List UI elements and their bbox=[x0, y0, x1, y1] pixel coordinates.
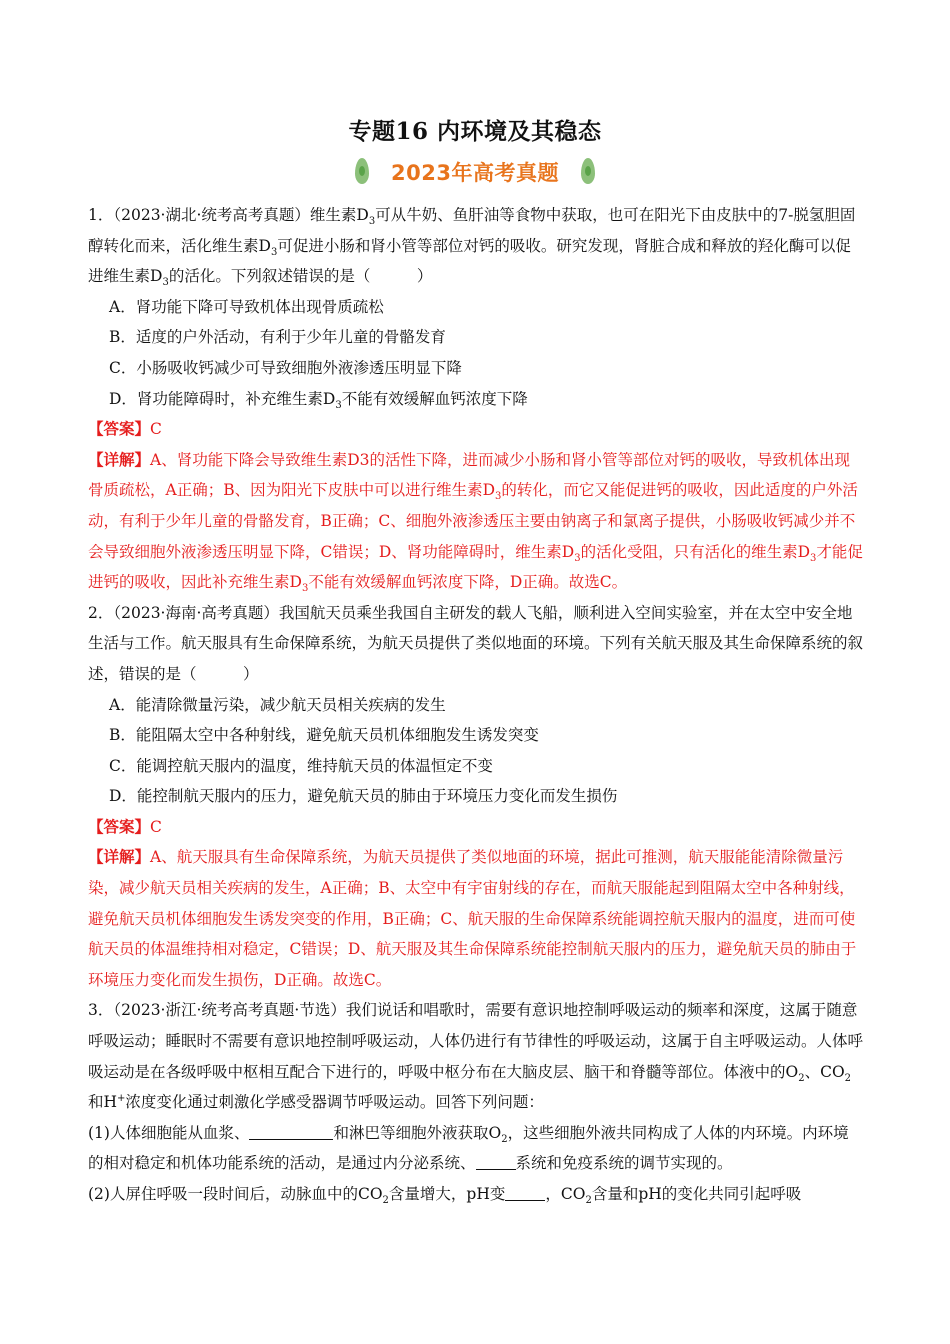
question-3-part-2: (2)人屏住呼吸一段时间后，动脉血中的$CO_2$含量增大，pH变 ，$CO_2$含量和pH的变化共同引起呼吸 bbox=[88, 1179, 864, 1210]
answer-blank[interactable] bbox=[505, 1182, 545, 1201]
question-2-option-b: B．能阻隔太空中各种射线，避免航天员机体细胞发生诱发突变 bbox=[109, 726, 539, 745]
question-2-stem: 2．（2023·海南·高考真题）我国航天员乘坐我国自主研发的载人飞船，顺利进入空间实验室，并在太空中安全地生活与工作。航天服具有生命保障系统，为航天员提供了类似地面的环境。下列有关航天服及其生命保障系统的叙述，错误的是（ ） bbox=[88, 603, 864, 683]
question-1-option-b: B．适度的户外活动，有利于少年儿童的骨骼发育 bbox=[109, 328, 446, 347]
section-banner bbox=[355, 156, 595, 188]
question-1-option-c: C．小肠吸收钙减少可导致细胞外液渗透压明显下降 bbox=[109, 358, 462, 377]
leaf-right-icon bbox=[581, 158, 595, 184]
question-2-answer: 【答案】C bbox=[88, 816, 162, 836]
answer-blank[interactable] bbox=[249, 1121, 333, 1140]
question-2-option-a: A．能清除微量污染，减少航天员相关疾病的发生 bbox=[109, 695, 446, 714]
question-list bbox=[88, 200, 864, 1210]
question-1-option-d: D．肾功能障碍时，补充维生素$D_3$不能有效缓解血钙浓度下降 bbox=[109, 389, 528, 411]
question-2-option-d: D．能控制航天服内的压力，避免航天员的肺由于环境压力变化而发生损伤 bbox=[109, 787, 618, 806]
question-1-analysis: 【详解】A、肾功能下降会导致维生素D3的活性下降，进而减少小肠和肾小管等部位对钙的吸收，导致机体出现骨质疏松，A正确；B、因为阳光下皮肤中可以进行维生素$D_3$的转化，而它又能促进钙的吸收，因此适度的户外活动，有利于少年儿童的骨骼发育，B正确；C、细胞外液渗透压主要由钠离子和氯离子提供，小肠吸收钙减少并不会导致细胞外液渗透压明显下降，C错误；D、肾功能障碍时，维生素$D_3$的活化受阻，只有活化的维生素$D_3$才能促进钙的吸收，因此补充维生素$D_3$不能有效缓解血钙浓度下降，D正确。故选C。 bbox=[88, 449, 863, 595]
question-1-stem: 1．（2023·湖北·统考高考真题）维生素$D_3$可从牛奶、鱼肝油等食物中获取，也可在阳光下由皮肤中的7-脱氢胆固醇转化而来，活化维生素$D_3$可促进小肠和肾小管等部位对钙的吸收。研究发现，肾脏合成和释放的羟化酶可以促进维生素$D_3$的活化。下列叙述错误的是（ ） bbox=[88, 206, 856, 289]
question-2-analysis: 【详解】A、航天服具有生命保障系统，为航天员提供了类似地面的环境，据此可推测，航天服能能清除微量污染，减少航天员相关疾病的发生，A正确；B、太空中有宇宙射线的存在，而航天服能起到阻隔太空中各种射线，避免航天员机体细胞发生诱发突变的作用，B正确；C、航天服的生命保障系统能调控航天服内的温度，进而可使航天员的体温维持相对稳定，C错误；D、航天服及其生命保障系统能控制航天服内的压力，避免航天员的肺由于环境压力变化而发生损伤，D正确。故选C。 bbox=[88, 847, 857, 989]
page-title: 专题16 内环境及其稳态 bbox=[348, 118, 602, 145]
question-2-option-c: C．能调控航天服内的温度，维持航天员的体温恒定不变 bbox=[109, 756, 493, 775]
banner-label: 2023年高考真题 bbox=[391, 161, 559, 185]
question-1-option-a: A．肾功能下降可导致机体出现骨质疏松 bbox=[109, 297, 384, 316]
answer-blank[interactable] bbox=[476, 1151, 516, 1170]
question-3-part-1: (1)人体细胞能从血浆、 和淋巴等细胞外液获取$O_2$，这些细胞外液共同构成了人体的内环境。内环境的相对稳定和机体功能系统的活动，是通过内分泌系统、 系统和免疫系统的调节实现的。 bbox=[88, 1118, 864, 1179]
question-3-stem: 3．（2023·浙江·统考高考真题·节选）我们说话和唱歌时，需要有意识地控制呼吸运动的频率和深度，这属于随意呼吸运动；睡眠时不需要有意识地控制呼吸运动，人体仍进行有节律性的呼吸运动，这属于自主呼吸运动。人体呼吸运动是在各级呼吸中枢相互配合下进行的，呼吸中枢分布在大脑皮层、脑干和脊髓等部位。体液中的$O_2$、$CO_2$和H+浓度变化通过刺激化学感受器调节呼吸运动。回答下列问题： bbox=[88, 1001, 864, 1112]
question-1-answer: 【答案】C bbox=[88, 419, 162, 439]
